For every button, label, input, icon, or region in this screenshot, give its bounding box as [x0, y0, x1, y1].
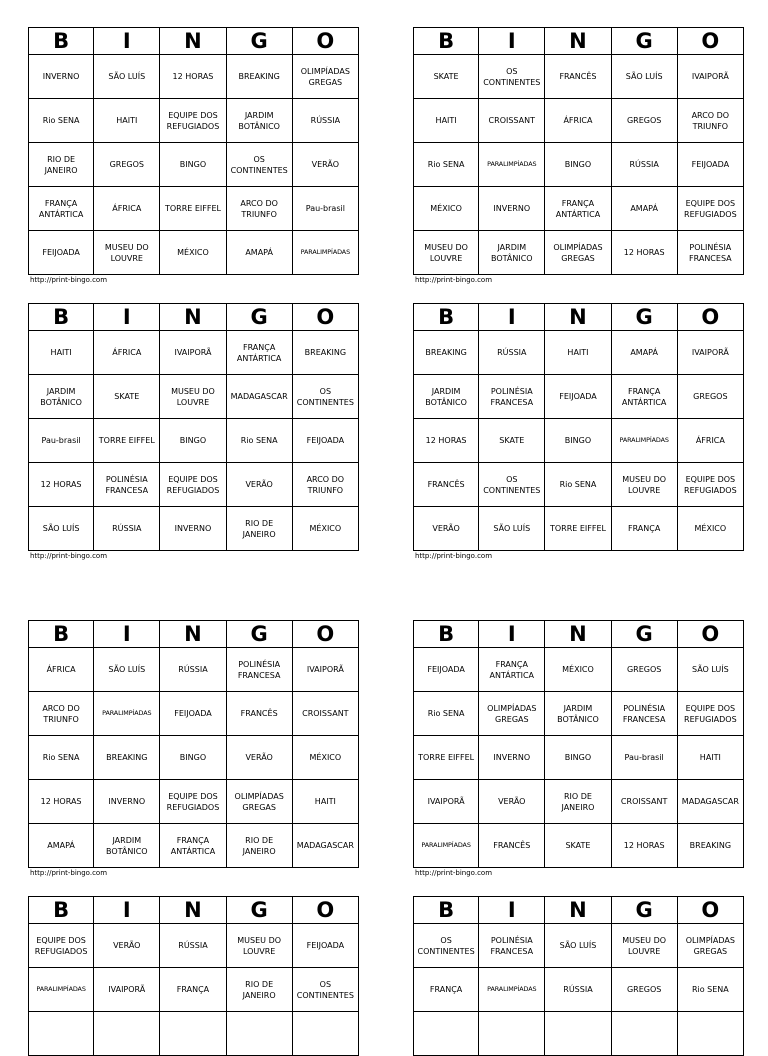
bingo-cell: FRANCÊS: [227, 692, 293, 736]
bingo-cell: BREAKING: [94, 736, 160, 780]
bingo-row: [413, 99, 744, 143]
bingo-cell: FRANÇA ANTÁRTICA: [545, 187, 611, 231]
bingo-cell: BREAKING: [678, 824, 744, 868]
bingo-cell: [413, 1012, 479, 1056]
source-url: http://print-bingo.com: [415, 869, 493, 877]
bingo-cell: RIO DE JANEIRO: [227, 507, 293, 551]
bingo-cell: Rio SENA: [678, 968, 744, 1012]
bingo-cell: INVERNO: [160, 507, 226, 551]
bingo-row: [28, 824, 359, 868]
bingo-cell: BREAKING: [293, 331, 359, 375]
bingo-cell: INVERNO: [479, 187, 545, 231]
bingo-cell: PARALIMPÍADAS: [293, 231, 359, 275]
bingo-cell: IVAIPORÃ: [160, 331, 226, 375]
bingo-cell: OLIMPÍADAS GREGAS: [545, 231, 611, 275]
bingo-cell: Pau-brasil: [28, 419, 94, 463]
bingo-cell: FRANÇA ANTÁRTICA: [160, 824, 226, 868]
bingo-cell: ÁFRICA: [545, 99, 611, 143]
bingo-header-letter: I: [479, 27, 545, 55]
bingo-cell: BINGO: [160, 143, 226, 187]
bingo-cell: SÃO LUÍS: [612, 55, 678, 99]
bingo-cell: IVAIPORÃ: [293, 648, 359, 692]
bingo-row: [413, 736, 744, 780]
bingo-row: [28, 419, 359, 463]
bingo-card: [413, 303, 744, 560]
bingo-header-letter: G: [227, 303, 293, 331]
bingo-cell: MADAGASCAR: [293, 824, 359, 868]
bingo-header-row: [413, 620, 744, 648]
bingo-header-letter: N: [545, 896, 611, 924]
bingo-cell: BINGO: [545, 419, 611, 463]
bingo-row: [413, 924, 744, 968]
bingo-cell: RÚSSIA: [160, 924, 226, 968]
bingo-cell: OS CONTINENTES: [479, 463, 545, 507]
bingo-cell: 12 HORAS: [28, 780, 94, 824]
bingo-header-row: [413, 303, 744, 331]
bingo-cell: RÚSSIA: [160, 648, 226, 692]
bingo-cell: JARDIM BOTÂNICO: [413, 375, 479, 419]
bingo-cell: MÉXICO: [293, 736, 359, 780]
bingo-header-letter: O: [678, 27, 744, 55]
bingo-cell: IVAIPORÃ: [678, 55, 744, 99]
bingo-cell: SKATE: [413, 55, 479, 99]
bingo-card: [28, 620, 359, 877]
bingo-cell: RIO DE JANEIRO: [227, 968, 293, 1012]
bingo-cell: SKATE: [94, 375, 160, 419]
bingo-cell: Pau-brasil: [293, 187, 359, 231]
bingo-card: [413, 896, 744, 1056]
bingo-header-letter: G: [227, 27, 293, 55]
bingo-row: [413, 692, 744, 736]
bingo-cell: EQUIPE DOS REFUGIADOS: [678, 187, 744, 231]
bingo-cell: PARALIMPÍADAS: [413, 824, 479, 868]
bingo-cell: INVERNO: [94, 780, 160, 824]
bingo-cell: Rio SENA: [413, 692, 479, 736]
bingo-cell: SKATE: [479, 419, 545, 463]
bingo-header-row: [28, 303, 359, 331]
bingo-cell: [479, 1012, 545, 1056]
bingo-cell: IVAIPORÃ: [94, 968, 160, 1012]
source-url: http://print-bingo.com: [30, 869, 108, 877]
bingo-row: [28, 968, 359, 1012]
bingo-cell: RÚSSIA: [479, 331, 545, 375]
bingo-row: [28, 143, 359, 187]
bingo-cell: POLINÉSIA FRANCESA: [678, 231, 744, 275]
bingo-row: [28, 648, 359, 692]
bingo-row: [413, 780, 744, 824]
bingo-cell: OLIMPÍADAS GREGAS: [479, 692, 545, 736]
bingo-header-letter: I: [479, 896, 545, 924]
bingo-header-row: [413, 896, 744, 924]
bingo-cell: GREGOS: [612, 648, 678, 692]
bingo-cell: HAITI: [678, 736, 744, 780]
bingo-cell: [160, 1012, 226, 1056]
bingo-cell: AMAPÁ: [28, 824, 94, 868]
bingo-header-letter: B: [28, 27, 94, 55]
bingo-cell: ÁFRICA: [94, 331, 160, 375]
bingo-cell: Rio SENA: [28, 736, 94, 780]
bingo-cell: CROISSANT: [293, 692, 359, 736]
bingo-row: [413, 1012, 744, 1056]
bingo-row: [28, 55, 359, 99]
bingo-card: [413, 27, 744, 284]
bingo-header-letter: G: [612, 303, 678, 331]
bingo-cell: JARDIM BOTÂNICO: [227, 99, 293, 143]
bingo-cell: Rio SENA: [28, 99, 94, 143]
bingo-cell: OS CONTINENTES: [413, 924, 479, 968]
bingo-cell: BINGO: [545, 736, 611, 780]
bingo-cell: JARDIM BOTÂNICO: [479, 231, 545, 275]
bingo-row: [413, 55, 744, 99]
bingo-cell: VERÃO: [227, 463, 293, 507]
bingo-cell: RÚSSIA: [293, 99, 359, 143]
bingo-row: [413, 375, 744, 419]
bingo-row: [413, 824, 744, 868]
bingo-cell: [678, 1012, 744, 1056]
bingo-cell: [293, 1012, 359, 1056]
bingo-cell: RIO DE JANEIRO: [227, 824, 293, 868]
bingo-cell: AMAPÁ: [227, 231, 293, 275]
bingo-card: [413, 620, 744, 877]
bingo-cell: POLINÉSIA FRANCESA: [479, 375, 545, 419]
bingo-cell: FRANÇA ANTÁRTICA: [227, 331, 293, 375]
bingo-card: [28, 27, 359, 284]
source-url: http://print-bingo.com: [415, 552, 493, 560]
bingo-row: [28, 187, 359, 231]
bingo-cell: MUSEU DO LOUVRE: [227, 924, 293, 968]
bingo-cell: 12 HORAS: [28, 463, 94, 507]
bingo-row: [28, 99, 359, 143]
bingo-header-letter: N: [545, 303, 611, 331]
bingo-cell: MÉXICO: [678, 507, 744, 551]
bingo-cell: FEIJOADA: [293, 419, 359, 463]
bingo-cell: RIO DE JANEIRO: [28, 143, 94, 187]
bingo-card: [28, 303, 359, 560]
bingo-cell: MUSEU DO LOUVRE: [94, 231, 160, 275]
bingo-cell: FEIJOADA: [545, 375, 611, 419]
bingo-cell: IVAIPORÃ: [413, 780, 479, 824]
bingo-cell: [94, 1012, 160, 1056]
bingo-header-letter: B: [413, 27, 479, 55]
bingo-header-letter: I: [479, 620, 545, 648]
bingo-cell: ÁFRICA: [94, 187, 160, 231]
bingo-cell: JARDIM BOTÂNICO: [94, 824, 160, 868]
bingo-cell: ÁFRICA: [28, 648, 94, 692]
bingo-cell: SKATE: [545, 824, 611, 868]
bingo-cell: RÚSSIA: [545, 968, 611, 1012]
bingo-cell: SÃO LUÍS: [94, 648, 160, 692]
bingo-cell: HAITI: [545, 331, 611, 375]
bingo-cell: FEIJOADA: [160, 692, 226, 736]
bingo-cell: GREGOS: [612, 99, 678, 143]
bingo-cell: FRANÇA ANTÁRTICA: [612, 375, 678, 419]
bingo-cell: SÃO LUÍS: [545, 924, 611, 968]
bingo-cell: POLINÉSIA FRANCESA: [94, 463, 160, 507]
bingo-cell: SÃO LUÍS: [28, 507, 94, 551]
bingo-cell: Rio SENA: [227, 419, 293, 463]
bingo-cell: AMAPÁ: [612, 331, 678, 375]
bingo-cell: OS CONTINENTES: [227, 143, 293, 187]
bingo-cell: CROISSANT: [479, 99, 545, 143]
bingo-cell: 12 HORAS: [612, 231, 678, 275]
bingo-header-letter: N: [160, 896, 226, 924]
bingo-header-row: [413, 27, 744, 55]
bingo-cell: PARALIMPÍADAS: [479, 143, 545, 187]
bingo-cell: RÚSSIA: [94, 507, 160, 551]
bingo-header-letter: O: [293, 303, 359, 331]
bingo-row: [28, 375, 359, 419]
bingo-cell: VERÃO: [479, 780, 545, 824]
bingo-header-letter: O: [293, 896, 359, 924]
bingo-cell: MUSEU DO LOUVRE: [612, 463, 678, 507]
bingo-cell: EQUIPE DOS REFUGIADOS: [678, 692, 744, 736]
bingo-cell: BREAKING: [227, 55, 293, 99]
bingo-row: [413, 648, 744, 692]
bingo-cell: FRANÇA ANTÁRTICA: [479, 648, 545, 692]
source-url: http://print-bingo.com: [415, 276, 493, 284]
bingo-cell: MUSEU DO LOUVRE: [612, 924, 678, 968]
bingo-row: [28, 463, 359, 507]
bingo-cell: ARCO DO TRIUNFO: [28, 692, 94, 736]
bingo-cell: ARCO DO TRIUNFO: [227, 187, 293, 231]
bingo-header-letter: B: [413, 896, 479, 924]
bingo-header-letter: B: [28, 303, 94, 331]
bingo-card: [28, 896, 359, 1056]
bingo-cell: MÉXICO: [545, 648, 611, 692]
bingo-cell: [28, 1012, 94, 1056]
bingo-cell: INVERNO: [28, 55, 94, 99]
bingo-cell: FEIJOADA: [678, 143, 744, 187]
bingo-row: [28, 331, 359, 375]
bingo-cell: OS CONTINENTES: [479, 55, 545, 99]
bingo-header-letter: O: [678, 303, 744, 331]
bingo-cell: BREAKING: [413, 331, 479, 375]
bingo-cell: 12 HORAS: [160, 55, 226, 99]
bingo-header-letter: B: [413, 303, 479, 331]
bingo-cell: MÉXICO: [413, 187, 479, 231]
bingo-cell: ÁFRICA: [678, 419, 744, 463]
bingo-cell: GREGOS: [94, 143, 160, 187]
bingo-header-letter: O: [678, 896, 744, 924]
bingo-header-letter: O: [678, 620, 744, 648]
bingo-header-letter: G: [227, 896, 293, 924]
bingo-cell: OS CONTINENTES: [293, 375, 359, 419]
bingo-row: [413, 331, 744, 375]
bingo-cell: POLINÉSIA FRANCESA: [227, 648, 293, 692]
bingo-cell: TORRE EIFFEL: [160, 187, 226, 231]
bingo-cell: FRANCÊS: [413, 463, 479, 507]
bingo-header-letter: N: [545, 620, 611, 648]
bingo-cell: 12 HORAS: [612, 824, 678, 868]
bingo-row: [28, 924, 359, 968]
bingo-cell: Pau-brasil: [612, 736, 678, 780]
bingo-header-letter: I: [479, 303, 545, 331]
bingo-cell: [545, 1012, 611, 1056]
bingo-row: [413, 463, 744, 507]
bingo-row: [28, 231, 359, 275]
bingo-cell: EQUIPE DOS REFUGIADOS: [160, 780, 226, 824]
bingo-cell: OLIMPÍADAS GREGAS: [293, 55, 359, 99]
bingo-cell: FRANÇA: [612, 507, 678, 551]
bingo-cell: VERÃO: [227, 736, 293, 780]
bingo-cell: FRANÇA: [413, 968, 479, 1012]
bingo-cell: FRANCÊS: [479, 824, 545, 868]
bingo-cell: GREGOS: [678, 375, 744, 419]
bingo-row: [413, 187, 744, 231]
bingo-header-letter: G: [612, 896, 678, 924]
bingo-cell: TORRE EIFFEL: [94, 419, 160, 463]
bingo-row: [28, 780, 359, 824]
bingo-cell: VERÃO: [94, 924, 160, 968]
bingo-cell: HAITI: [28, 331, 94, 375]
bingo-header-letter: N: [160, 303, 226, 331]
bingo-cell: HAITI: [413, 99, 479, 143]
bingo-cell: JARDIM BOTÂNICO: [28, 375, 94, 419]
bingo-cell: MUSEU DO LOUVRE: [413, 231, 479, 275]
bingo-header-letter: B: [28, 896, 94, 924]
bingo-cell: FEIJOADA: [28, 231, 94, 275]
bingo-cell: HAITI: [94, 99, 160, 143]
bingo-row: [28, 736, 359, 780]
bingo-cell: [227, 1012, 293, 1056]
source-url: http://print-bingo.com: [30, 552, 108, 560]
bingo-header-letter: G: [612, 620, 678, 648]
bingo-row: [28, 507, 359, 551]
bingo-header-letter: N: [160, 620, 226, 648]
bingo-cell: VERÃO: [293, 143, 359, 187]
bingo-cell: MADAGASCAR: [227, 375, 293, 419]
bingo-row: [28, 1012, 359, 1056]
bingo-cell: POLINÉSIA FRANCESA: [479, 924, 545, 968]
bingo-row: [413, 419, 744, 463]
bingo-cell: PARALIMPÍADAS: [94, 692, 160, 736]
bingo-header-row: [28, 620, 359, 648]
bingo-header-letter: G: [612, 27, 678, 55]
bingo-header-letter: I: [94, 896, 160, 924]
bingo-cell: [612, 1012, 678, 1056]
bingo-header-row: [28, 27, 359, 55]
bingo-row: [413, 143, 744, 187]
bingo-cell: SÃO LUÍS: [678, 648, 744, 692]
bingo-header-letter: I: [94, 27, 160, 55]
bingo-cell: BINGO: [160, 736, 226, 780]
bingo-row: [28, 692, 359, 736]
bingo-cell: TORRE EIFFEL: [413, 736, 479, 780]
bingo-header-letter: B: [28, 620, 94, 648]
bingo-cell: 12 HORAS: [413, 419, 479, 463]
bingo-header-letter: I: [94, 620, 160, 648]
bingo-cell: OS CONTINENTES: [293, 968, 359, 1012]
bingo-cell: EQUIPE DOS REFUGIADOS: [160, 463, 226, 507]
bingo-cell: FRANCÊS: [545, 55, 611, 99]
bingo-row: [413, 507, 744, 551]
bingo-cell: BINGO: [160, 419, 226, 463]
bingo-cell: OLIMPÍADAS GREGAS: [227, 780, 293, 824]
bingo-header-letter: G: [227, 620, 293, 648]
bingo-cell: TORRE EIFFEL: [545, 507, 611, 551]
bingo-cell: JARDIM BOTÂNICO: [545, 692, 611, 736]
bingo-cell: HAITI: [293, 780, 359, 824]
bingo-cell: Rio SENA: [545, 463, 611, 507]
bingo-cell: INVERNO: [479, 736, 545, 780]
bingo-header-letter: B: [413, 620, 479, 648]
bingo-header-letter: N: [160, 27, 226, 55]
bingo-cell: CROISSANT: [612, 780, 678, 824]
bingo-cell: RIO DE JANEIRO: [545, 780, 611, 824]
bingo-cell: PARALIMPÍADAS: [479, 968, 545, 1012]
bingo-header-letter: N: [545, 27, 611, 55]
bingo-cell: FEIJOADA: [413, 648, 479, 692]
bingo-cell: RÚSSIA: [612, 143, 678, 187]
source-url: http://print-bingo.com: [30, 276, 108, 284]
bingo-cell: EQUIPE DOS REFUGIADOS: [28, 924, 94, 968]
bingo-cell: FEIJOADA: [293, 924, 359, 968]
bingo-header-letter: O: [293, 620, 359, 648]
bingo-cell: EQUIPE DOS REFUGIADOS: [160, 99, 226, 143]
bingo-header-row: [28, 896, 359, 924]
bingo-cell: PARALIMPÍADAS: [612, 419, 678, 463]
bingo-cell: EQUIPE DOS REFUGIADOS: [678, 463, 744, 507]
bingo-cell: OLIMPÍADAS GREGAS: [678, 924, 744, 968]
bingo-cell: IVAIPORÃ: [678, 331, 744, 375]
bingo-header-letter: I: [94, 303, 160, 331]
bingo-cell: ARCO DO TRIUNFO: [293, 463, 359, 507]
bingo-cell: BINGO: [545, 143, 611, 187]
bingo-cell: SÃO LUÍS: [479, 507, 545, 551]
bingo-cell: Rio SENA: [413, 143, 479, 187]
bingo-cell: PARALIMPÍADAS: [28, 968, 94, 1012]
bingo-header-letter: O: [293, 27, 359, 55]
bingo-cell: VERÃO: [413, 507, 479, 551]
bingo-row: [413, 231, 744, 275]
bingo-cell: POLINÉSIA FRANCESA: [612, 692, 678, 736]
bingo-row: [413, 968, 744, 1012]
bingo-cell: ARCO DO TRIUNFO: [678, 99, 744, 143]
bingo-cell: AMAPÁ: [612, 187, 678, 231]
bingo-cell: FRANÇA ANTÁRTICA: [28, 187, 94, 231]
bingo-cell: MÉXICO: [293, 507, 359, 551]
bingo-cell: GREGOS: [612, 968, 678, 1012]
bingo-cell: MADAGASCAR: [678, 780, 744, 824]
bingo-cell: MUSEU DO LOUVRE: [160, 375, 226, 419]
bingo-cell: MÉXICO: [160, 231, 226, 275]
bingo-cell: SÃO LUÍS: [94, 55, 160, 99]
bingo-cell: FRANÇA: [160, 968, 226, 1012]
